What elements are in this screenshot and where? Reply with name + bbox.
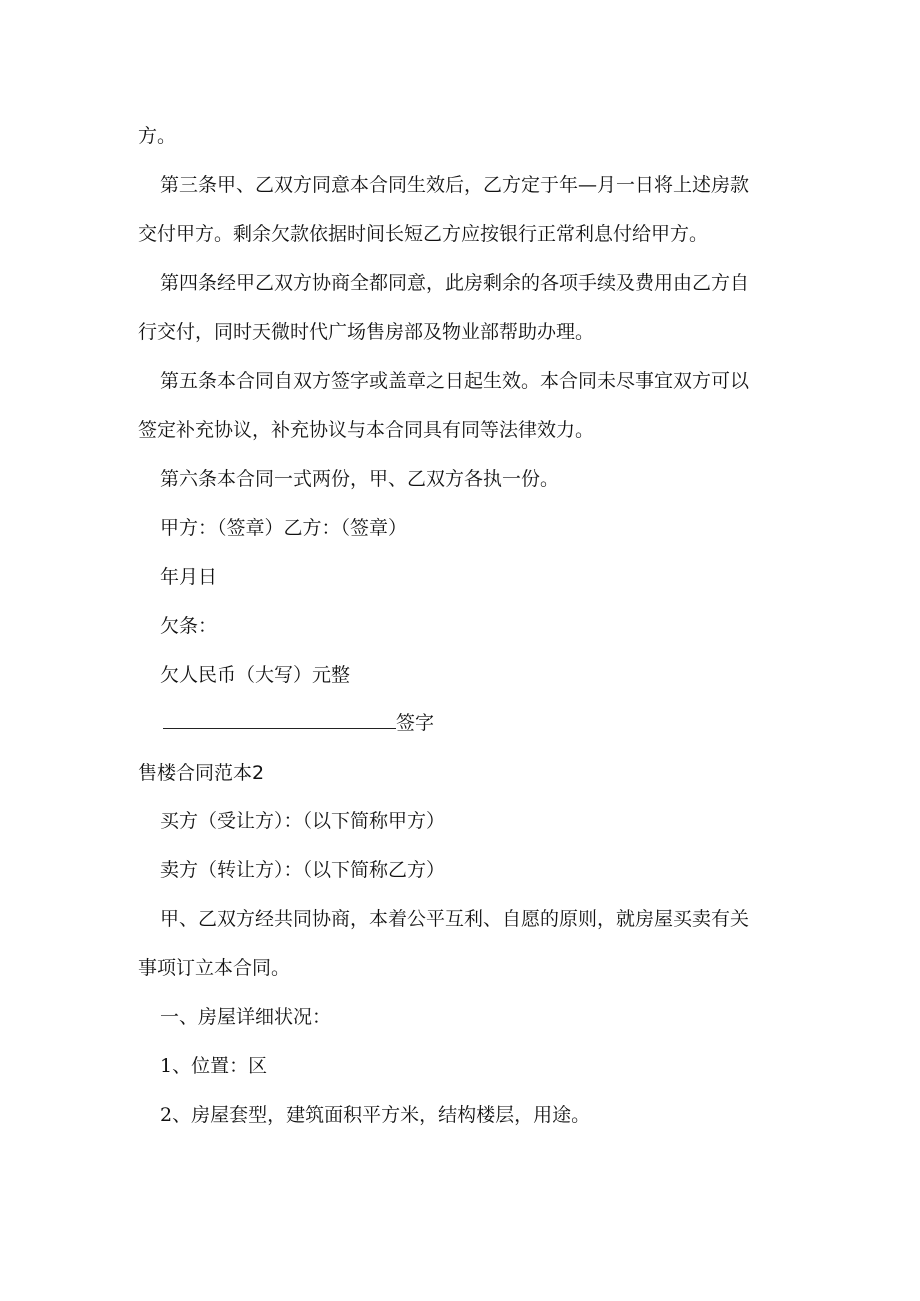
- article-5-line-2: 签定补充协议，补充协议与本合同具有同等法律效力。: [138, 419, 595, 441]
- section-heading: 售楼合同范本2: [138, 762, 265, 784]
- signature-label: 签字: [396, 712, 435, 734]
- date-line: 年月日: [160, 566, 218, 588]
- signature-line: [163, 710, 434, 736]
- article-4-line-2: 行交付，同时天微时代广场售房部及物业部帮助办理。: [138, 321, 595, 343]
- article-5-line-1: 第五条本合同自双方签字或盖章之日起生效。本合同未尽事宜双方可以: [160, 370, 750, 392]
- iou-title: 欠条：: [160, 615, 218, 637]
- article-3-line-1: 第三条甲、乙双方同意本合同生效后，乙方定于年—月一日将上述房款: [160, 174, 750, 196]
- article-6-line: 第六条本合同一式两份，甲、乙双方各执一份。: [160, 468, 560, 490]
- seller-line: 卖方（转让方）：（以下简称乙方）: [160, 859, 446, 881]
- buyer-line: 买方（受让方）：（以下简称甲方）: [160, 810, 446, 832]
- signature-rule: [163, 710, 396, 729]
- house-details-heading: 一、房屋详细状况：: [160, 1006, 332, 1028]
- paragraph-line: 方。: [138, 125, 177, 147]
- agreement-line-2: 事项订立本合同。: [138, 957, 291, 979]
- article-4-line-1: 第四条经甲乙双方协商全都同意，此房剩余的各项手续及费用由乙方自: [160, 272, 750, 294]
- signature-parties-line: 甲方：（签章）乙方：（签章）: [160, 517, 408, 539]
- article-3-line-2: 交付甲方。剩余欠款依据时间长短乙方应按银行正常利息付给甲方。: [138, 223, 709, 245]
- iou-amount-line: 欠人民币（大写）元整: [160, 664, 351, 686]
- house-type-line: 2、房屋套型，建筑面积平方米，结构楼层，用途。: [160, 1104, 591, 1126]
- location-line: 1、位置：区: [160, 1055, 268, 1077]
- agreement-line-1: 甲、乙双方经共同协商，本着公平互利、自愿的原则，就房屋买卖有关: [160, 908, 750, 930]
